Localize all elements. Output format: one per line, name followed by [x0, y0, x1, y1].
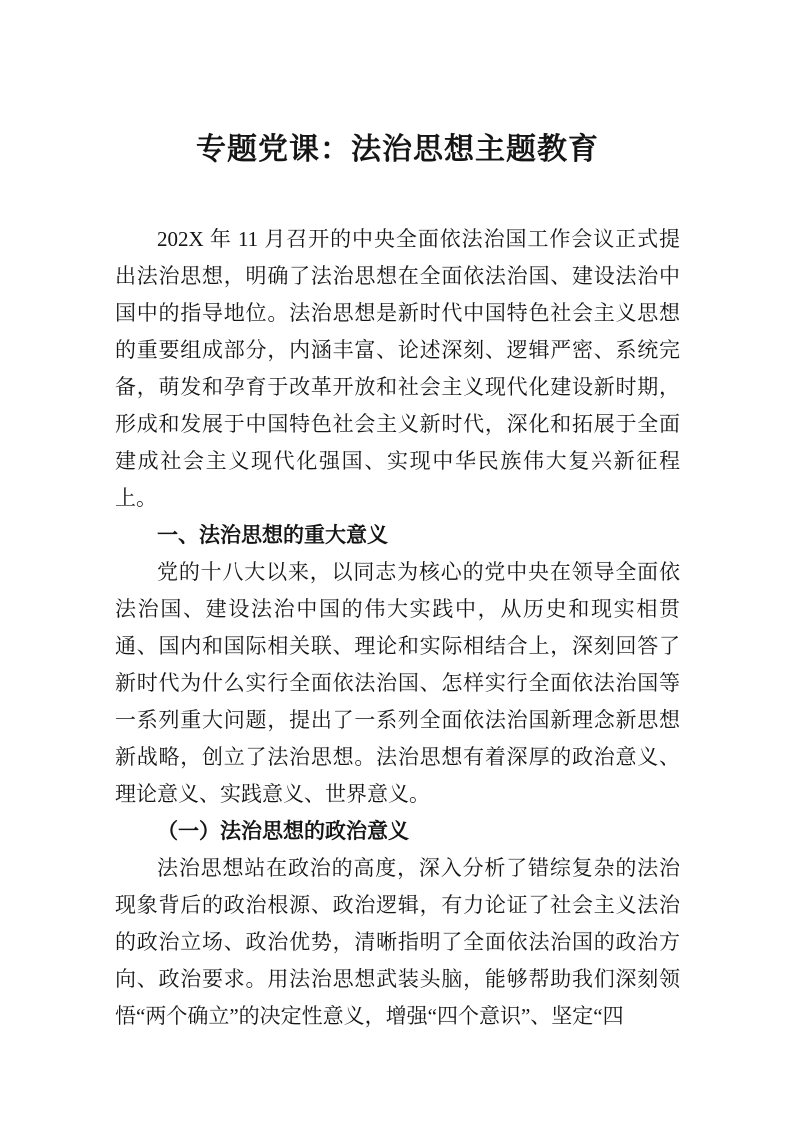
document-title: 专题党课：法治思想主题教育: [196, 133, 599, 166]
paragraph-intro: 202X 年 11 月召开的中央全面依法治国工作会议正式提出法治思想，明确了法治思想在全面依法治国、建设法治中国中的指导地位。法治思想是新时代中国特色社会主义思想的重要组成部分，内涵丰富、论述深刻、逻辑严密、系统完备，萌发和孕育于改革开放和社会主义现代化建设新时期，形成和发展于中国特色社会主义新时代，深化和拓展于全面建成社会主义现代化强国、实现中华民族伟大复兴新征程上。: [115, 227, 680, 510]
paragraph-significance: 党的十八大以来，以同志为核心的党中央在领导全面依法治国、建设法治中国的伟大实践中，从历史和现实相贯通、国内和国际相关联、理论和实际相结合上，深刻回答了新时代为什么实行全面依法治国、怎样实行全面依法治国等一系列重大问题，提出了一系列全面依法治国新理念新思想新战略，创立了法治思想。法治思想有着深厚的政治意义、理论意义、实践意义、世界意义。: [115, 560, 680, 806]
subsection-heading-political-meaning: （一）法治思想的政治意义: [157, 819, 409, 843]
section-heading-significance: 一、法治思想的重大意义: [157, 524, 388, 547]
paragraph-political-meaning: 法治思想站在政治的高度，深入分析了错综复杂的法治现象背后的政治根源、政治逻辑，有力论证了社会主义法治的政治立场、政治优势，清晰指明了全面依法治国的政治方向、政治要求。用法治思想武装头脑，能够帮助我们深刻领悟“两个确立”的决定性意义，增强“四个意识”、坚定“四: [115, 856, 680, 1028]
